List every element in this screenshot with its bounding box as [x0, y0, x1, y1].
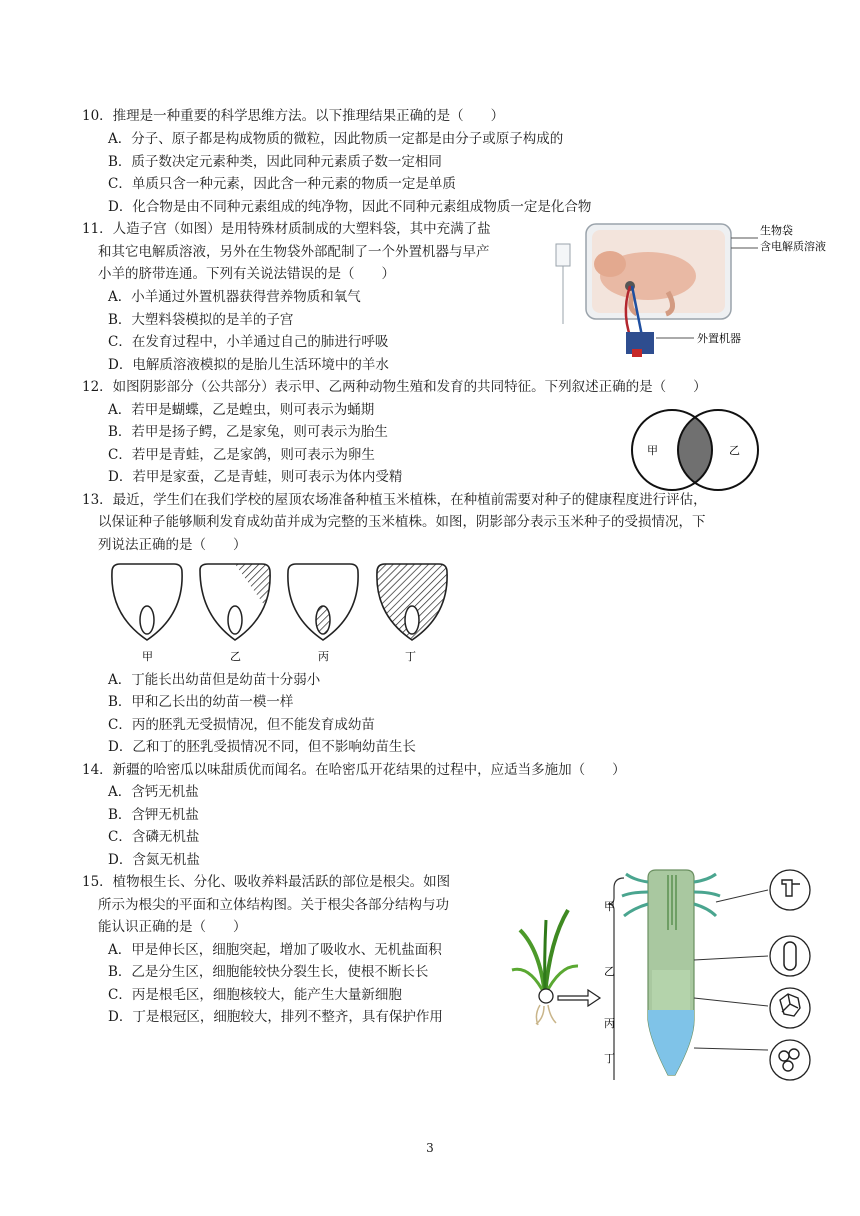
q13-stem-line2: 以保证种子能够顺利发育成幼苗并成为完整的玉米植株。如图，阴影部分表示玉米种子的受损情况，下 — [98, 514, 706, 530]
q15-stem-line2: 所示为根尖的平面和立体结构图。关于根尖各部分结构与功 — [98, 897, 449, 913]
q14-option-a: A．含钙无机盐 — [108, 784, 199, 800]
q12-option-c: C．若甲是青蛙，乙是家鸽，则可表示为卵生 — [108, 447, 375, 463]
seed-label-ding: 丁 — [405, 650, 416, 663]
q13-stem-line3: 列说法正确的是（ ） — [98, 537, 247, 553]
label-machine: 外置机器 — [697, 332, 741, 345]
q10-option-a: A．分子、原子都是构成物质的微粒，因此物质一定都是由分子或原子构成的 — [108, 131, 564, 147]
seed-jia — [112, 564, 182, 640]
q11-option-c: C．在发育过程中，小羊通过自己的肺进行呼吸 — [108, 334, 389, 350]
q11-stem-line2: 和其它电解质溶液，另外在生物袋外部配制了一个外置机器与早产 — [98, 244, 490, 260]
root-tip-figure — [500, 870, 820, 1085]
q12-option-d: D．若甲是家蚕，乙是青蛙，则可表示为体内受精 — [108, 469, 403, 485]
q11-stem-line3: 小羊的脐带连通。下列有关说法错误的是（ ） — [98, 266, 395, 282]
q12-option-a: A．若甲是蝴蝶，乙是蝗虫，则可表示为蛹期 — [108, 402, 375, 418]
q14-option-d: D．含氮无机盐 — [108, 852, 200, 868]
venn-diagram — [625, 405, 765, 495]
q12-stem: 12．如图阴影部分（公共部分）表示甲、乙两种动物生殖和发育的共同特征。下列叙述正确的是（ ） — [82, 379, 707, 395]
cell-root-cap — [770, 1040, 810, 1080]
q11-option-a: A．小羊通过外置机器获得营养物质和氧气 — [108, 289, 361, 305]
cell-meristem — [770, 988, 810, 1028]
venn-label-jia: 甲 — [647, 444, 658, 457]
seedling-image — [512, 910, 578, 1025]
q14-option-c: C．含磷无机盐 — [108, 829, 200, 845]
q14-option-b: B．含钾无机盐 — [108, 807, 199, 823]
zone-label-yi: 乙 — [604, 965, 615, 978]
zone-label-bing: 丙 — [604, 1017, 615, 1030]
q13-option-a: A．丁能长出幼苗但是幼苗十分弱小 — [108, 672, 321, 688]
seed-label-yi: 乙 — [230, 650, 241, 663]
arrow-icon — [558, 990, 600, 1006]
q15-option-a: A．甲是伸长区，细胞突起，增加了吸收水、无机盐面积 — [108, 942, 442, 958]
cell-root-hair — [770, 870, 810, 910]
q15-option-b: B．乙是分生区，细胞能较快分裂生长，使根不断长长 — [108, 964, 429, 980]
corn-seeds-figure — [100, 560, 460, 665]
seed-label-bing: 丙 — [318, 650, 329, 663]
root-cap — [648, 1010, 694, 1075]
q14-stem: 14．新疆的哈密瓜以味甜质优而闻名。在哈密瓜开花结果的过程中，应适当多施加（ ） — [82, 762, 626, 778]
seed-yi — [200, 564, 275, 640]
q11-option-d: D．电解质溶液模拟的是胎儿生活环境中的羊水 — [108, 357, 389, 373]
q13-option-c: C．丙的胚乳无受损情况，但不能发育成幼苗 — [108, 717, 375, 733]
seed-bing — [288, 564, 358, 640]
q10-option-c: C．单质只含一种元素，因此含一种元素的物质一定是单质 — [108, 176, 456, 192]
q15-stem-line1: 15．植物根生长、分化、吸收养料最活跃的部位是根尖。如图 — [82, 874, 451, 890]
label-solution: 含电解质溶液 — [760, 240, 826, 253]
zone-label-jia: 甲 — [604, 900, 615, 913]
q11-option-b: B．大塑料袋模拟的是羊的子宫 — [108, 312, 294, 328]
q10-option-b: B．质子数决定元素种类，因此同种元素质子数一定相同 — [108, 154, 442, 170]
q13-option-d: D．乙和丁的胚乳受损情况不同，但不影响幼苗生长 — [108, 739, 416, 755]
q15-option-c: C．丙是根毛区，细胞核较大，能产生大量新细胞 — [108, 987, 402, 1003]
q10-stem: 10．推理是一种重要的科学思维方法。以下推理结果正确的是（ ） — [82, 108, 505, 124]
zone-label-ding: 丁 — [604, 1052, 615, 1065]
label-bag: 生物袋 — [760, 224, 793, 237]
seed-ding — [377, 564, 447, 640]
seed-label-jia: 甲 — [142, 650, 153, 663]
cell-elongation — [770, 936, 810, 976]
q15-stem-line3: 能认识正确的是（ ） — [98, 919, 247, 935]
page-number: 3 — [426, 1141, 434, 1155]
q11-stem-line1: 11．人造子宫（如图）是用特殊材质制成的大塑料袋，其中充满了盐 — [82, 221, 491, 237]
q13-stem-line1: 13．最近，学生们在我们学校的屋顶农场准备种植玉米植株，在种植前需要对种子的健康程度进行评估， — [82, 492, 707, 508]
q15-option-d: D．丁是根冠区，细胞较大，排列不整齐，具有保护作用 — [108, 1009, 443, 1025]
q12-option-b: B．若甲是扬子鳄，乙是家兔，则可表示为胎生 — [108, 424, 388, 440]
venn-label-yi: 乙 — [729, 444, 740, 457]
artificial-womb-figure — [548, 214, 826, 364]
q13-option-b: B．甲和乙长出的幼苗一模一样 — [108, 694, 294, 710]
q10-option-d: D．化合物是由不同种元素组成的纯净物，因此不同种元素组成物质一定是化合物 — [108, 199, 592, 215]
